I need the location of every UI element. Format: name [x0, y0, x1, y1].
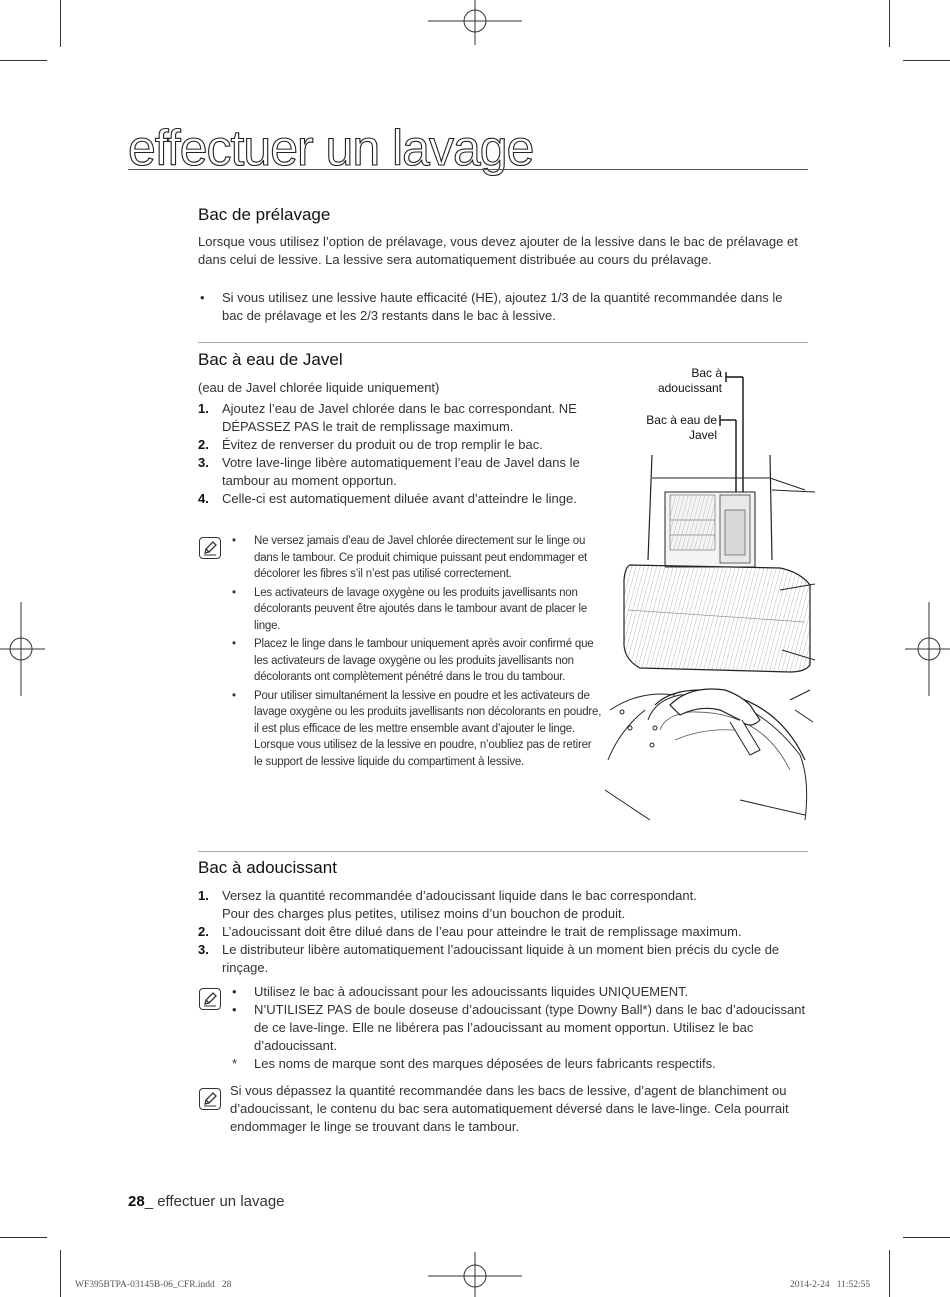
prewash-title: Bac de prélavage: [198, 205, 331, 224]
footnote-text: Les noms de marque sont des marques déposées de leurs fabricants respectifs.: [254, 1056, 716, 1071]
list-item: [230, 983, 815, 1001]
page-title: effectuer un lavage: [128, 120, 534, 176]
step-number: 2.: [198, 924, 209, 939]
registration-mark-icon: [0, 602, 45, 696]
footnote-mark: *: [232, 1056, 238, 1071]
note-text: Placez le linge dans le tambour uniquement après avoir confirmé que les activateurs de lavage oxygène ou les produits javellisants non décolorants ont complètement pénétré dans le trou du tambour.: [254, 638, 594, 683]
list-item: [230, 585, 602, 635]
note-pencil-icon: [199, 1088, 221, 1110]
prewash-bullets: [198, 289, 798, 325]
note-text: Ne versez jamais d’eau de Javel chlorée directement sur le linge ou dans le tambour. Ce produit chimique puissant peut endommager et décolorer les fibres s’il n’est pas utilisé correctement.: [254, 535, 588, 580]
list-item: [198, 436, 600, 454]
crop-mark: [60, 0, 61, 47]
registration-mark-icon: [428, 0, 522, 45]
softener-notes: [230, 983, 815, 1073]
bleach-subtitle: (eau de Javel chlorée liquide uniquement): [198, 380, 440, 395]
list-item: [198, 923, 813, 941]
crop-mark: [889, 1250, 890, 1297]
diagram-label-bleach: Bac à eau de Javel: [646, 413, 717, 442]
step-text: L’adoucissant doit être dilué dans de l’eau pour atteindre le trait de remplissage maximum.: [222, 924, 742, 939]
step-number: 1.: [198, 888, 209, 903]
crop-mark: [903, 60, 950, 61]
step-text: Versez la quantité recommandée d’adoucissant liquide dans le bac correspondant.: [222, 888, 697, 903]
bullet: •: [232, 586, 236, 599]
bullet: •: [232, 638, 236, 650]
crop-mark: [0, 1237, 47, 1238]
print-file-info: WF395BTPA-03145B-06_CFR.indd 28: [75, 1280, 232, 1290]
crop-mark: [60, 1250, 61, 1297]
step-text: Le distributeur libère automatiquement l’adoucissant liquide à un moment bien précis du cycle de rinçage.: [222, 942, 780, 975]
step-number: 2.: [198, 437, 209, 452]
list-item: [198, 887, 813, 923]
list-item: [198, 454, 600, 490]
registration-mark-icon: [428, 1252, 522, 1297]
softener-title: Bac à adoucissant: [198, 858, 337, 877]
page-footer-label: _ effectuer un lavage: [144, 1193, 285, 1210]
bullet: •: [232, 984, 237, 999]
dispenser-diagram: [600, 360, 815, 830]
bleach-steps: [198, 400, 600, 508]
softener-steps: [198, 887, 813, 977]
softener-final-note: Si vous dépassez la quantité recommandée dans les bacs de lessive, d’agent de blanchiment ou d’adoucissant, le contenu du bac sera automatiquement déversé dans le lave-linge. Cela pourrait endommager le linge se trouvant dans le tambour.: [230, 1083, 789, 1134]
page-footer: [128, 1193, 285, 1210]
page-number: 28: [128, 1193, 145, 1210]
list-item: [198, 400, 600, 436]
list-item: [198, 490, 600, 508]
list-item: [230, 533, 602, 583]
section-divider: [198, 851, 808, 852]
bullet: •: [200, 290, 205, 305]
diagram-label-softener: Bac à adoucissant: [657, 366, 722, 395]
step-number: 3.: [198, 942, 209, 957]
note-pencil-icon: [199, 537, 221, 559]
step-text: Votre lave-linge libère automatiquement l’eau de Javel dans le tambour au moment opportun.: [222, 455, 580, 488]
crop-mark: [903, 1237, 950, 1238]
list-item: [230, 1055, 815, 1073]
step-number: 3.: [198, 455, 209, 470]
crop-mark: [0, 60, 47, 61]
note-text: Utilisez le bac à adoucissant pour les adoucissants liquides UNIQUEMENT.: [254, 984, 689, 999]
bleach-title: Bac à eau de Javel: [198, 350, 343, 369]
prewash-bullet-text: Si vous utilisez une lessive haute efficacité (HE), ajoutez 1/3 de la quantité recommandée dans le bac de prélavage et les 2/3 restants dans le bac à lessive.: [222, 290, 783, 323]
print-timestamp: 2014-2-24 11:52:55: [790, 1280, 871, 1290]
step-number: 4.: [198, 491, 209, 506]
section-divider: [198, 342, 808, 343]
list-item: [230, 636, 602, 686]
bullet: •: [232, 689, 236, 702]
prewash-text: Lorsque vous utilisez l’option de prélavage, vous devez ajouter de la lessive dans le bac de prélavage et dans celui de lessive. La lessive sera automatiquement distribuée au cours du prélavage.: [198, 234, 798, 267]
list-item: [230, 1001, 815, 1055]
list-item: [198, 289, 798, 325]
bullet: •: [232, 1002, 237, 1017]
bleach-notes: [230, 533, 602, 770]
bullet: •: [232, 535, 236, 547]
list-item: [230, 688, 602, 771]
note-pencil-icon: [199, 988, 221, 1010]
note-text: N’UTILISEZ PAS de boule doseuse d’adoucissant (type Downy Ball*) dans le bac d’adoucissant de ce lave-linge. Elle ne libérera pas l’adoucissant au moment opportun. Utilisez le bac d’adoucissant.: [254, 1002, 806, 1053]
list-item: [198, 941, 813, 977]
note-text: Les activateurs de lavage oxygène ou les produits javellisants non décolorants peuvent être ajoutés dans le tambour avant de placer le linge.: [254, 586, 588, 632]
step-number: 1.: [198, 401, 209, 416]
crop-mark: [889, 0, 890, 47]
title-rule: [128, 169, 808, 170]
step-text: Celle-ci est automatiquement diluée avant d’atteindre le linge.: [222, 491, 577, 506]
step-text: Pour des charges plus petites, utilisez moins d’un bouchon de produit.: [222, 906, 626, 921]
step-text: Évitez de renverser du produit ou de trop remplir le bac.: [222, 437, 543, 452]
step-text: Ajoutez l’eau de Javel chlorée dans le bac correspondant. NE DÉPASSEZ PAS le trait de remplissage maximum.: [222, 401, 577, 434]
note-text: Pour utiliser simultanément la lessive en poudre et les activateurs de lavage oxygène ou les produits javellisants non décolorants en poudre, il est plus efficace de les mettre ensemble avant d’ajouter le linge. Lorsque vous utilisez de la lessive en poudre, n’oubliez pas de retirer le support de lessive liquide du compartiment à lessive.: [254, 689, 602, 768]
registration-mark-icon: [905, 602, 950, 696]
